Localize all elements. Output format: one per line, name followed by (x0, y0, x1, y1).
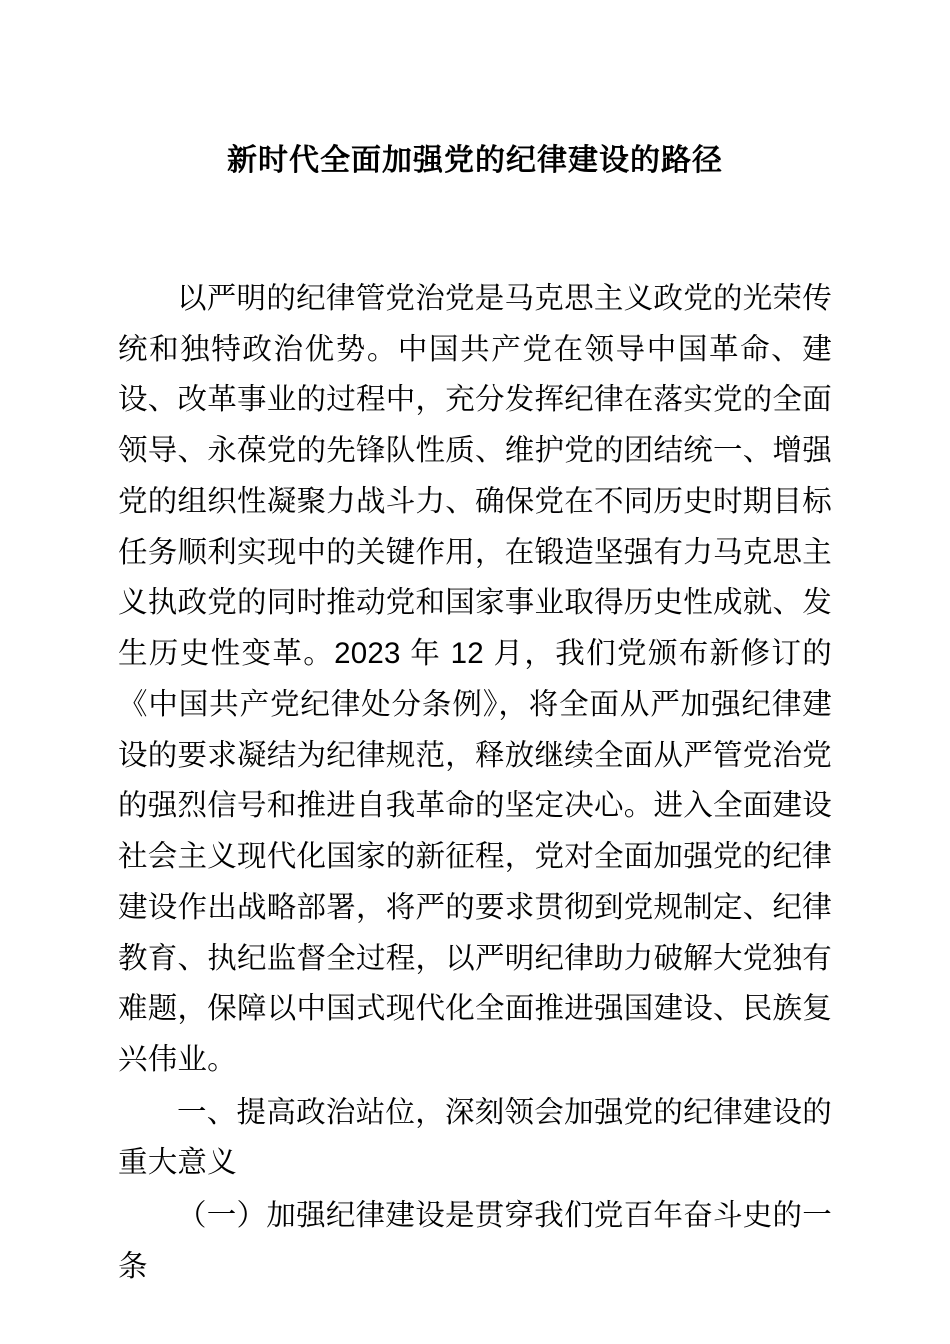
subsection-heading-1: （一）加强纪律建设是贯穿我们党百年奋斗史的一条 (118, 1199, 832, 1283)
section-heading-1: 一、提高政治站位，深刻领会加强党的纪律建设的重大意义 (118, 1095, 832, 1180)
body-paragraph-1: 以严明的纪律管党治党是马克思主义政党的光荣传统和独特政治优势。中国共产党在领导中国革命、建设、改革事业的过程中，充分发挥纪律在落实党的全面领导、永葆党的先锋队性质、维护党的团结统一、增强党的组织性凝聚力战斗力、确保党在不同历史时期目标任务顺利实现中的关键作用，在锻造坚强有力马克思主义执政党的同时推动党和国家事业取得历史性成就、发生历史性变革。2023 年 12 月，我们党颁布新修订的《中国共产党纪律处分条例》，将全面从严加强纪律建设的要求凝结为纪律规范，释放继续全面从严管党治党的强烈信号和推进自我革命的坚定决心。进入全面建设社会主义现代化国家的新征程，党对全面加强党的纪律建设作出战略部署，将严的要求贯彻到党规制定、纪律教育、执纪监督全过程，以严明纪律助力破解大党独有难题，保障以中国式现代化全面推进强国建设、民族复兴伟业。 (118, 282, 832, 1077)
page-title: 新时代全面加强党的纪律建设的路径 (227, 144, 723, 177)
